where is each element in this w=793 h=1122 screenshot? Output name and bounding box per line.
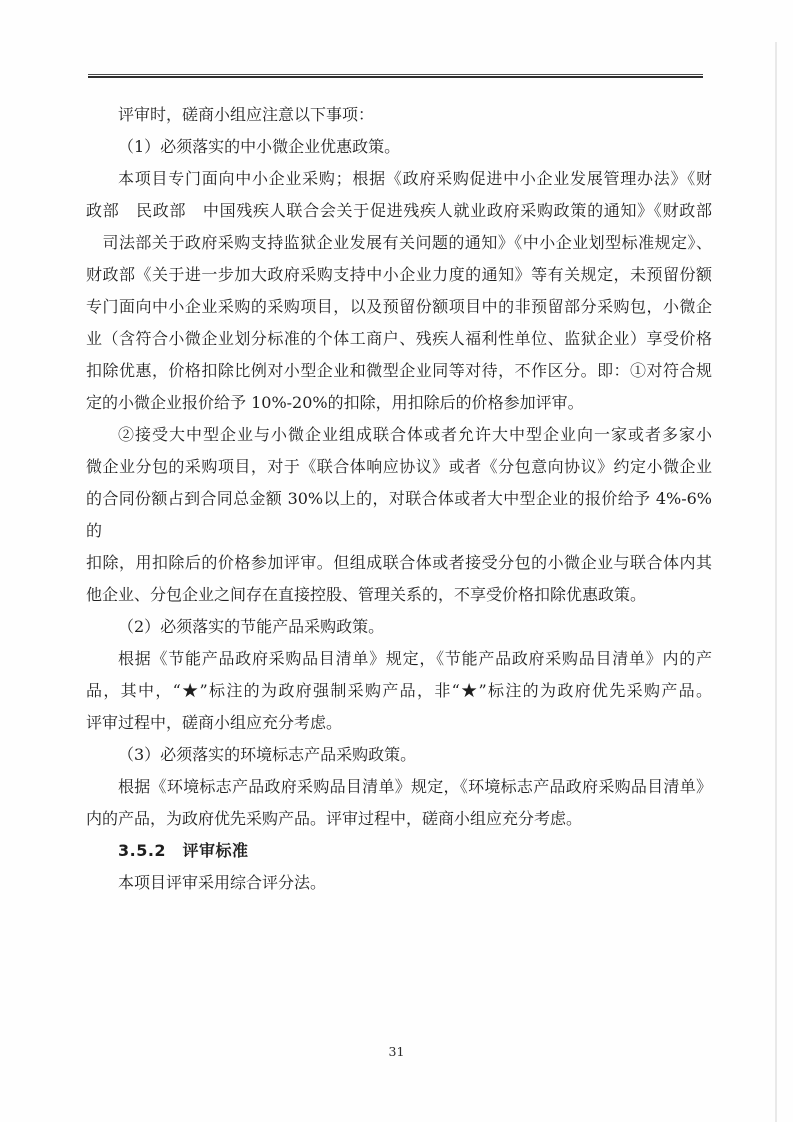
- document-line: 他企业、分包企业之间存在直接控股、管理关系的，不享受价格扣除优惠政策。: [86, 585, 647, 604]
- document-body: [86, 99, 712, 899]
- document-line: 评审时，磋商小组应注意以下事项：: [118, 105, 375, 124]
- document-line: 本项目专门面向中小企业采购；根据《政府采购促进中小企业发展管理办法》《财: [118, 169, 712, 188]
- header-rule-thin-line: [88, 74, 703, 75]
- document-line: 司法部关于政府采购支持监狱企业发展有关问题的通知》《中小企业划型标准规定》、: [86, 233, 712, 252]
- document-line: 品，其中，“★”标注的为政府强制采购产品，非“★”标注的为政府优先采购产品。: [86, 681, 712, 700]
- document-line: 的合同份额占到合同总金额 30%以上的，对联合体或者大中型企业的报价给予 4%-6%的: [86, 489, 712, 540]
- document-line: 定的小微企业报价给予 10%-20%的扣除，用扣除后的价格参加评审。: [86, 393, 584, 412]
- document-line: 业（含符合小微企业划分标准的个体工商户、残疾人福利性单位、监狱企业）享受价格: [86, 329, 712, 348]
- document-line: （3）必须落实的环境标志产品采购政策。: [118, 745, 417, 764]
- document-line: 3.5.2 评审标准: [118, 841, 249, 860]
- intro-paragraph: [86, 99, 712, 131]
- item-3-heading: [86, 739, 712, 771]
- item-1-heading: [86, 131, 712, 163]
- document-line: 根据《环境标志产品政府采购品目清单》规定，《环境标志产品政府采购品目清单》: [118, 777, 712, 796]
- document-line: 评审过程中，磋商小组应充分考虑。: [86, 713, 343, 732]
- document-line: 政部 民政部 中国残疾人联合会关于促进残疾人就业政府采购政策的通知》《财政部: [86, 201, 712, 220]
- scan-edge-artifact: [775, 42, 777, 1122]
- document-line: 专门面向中小企业采购的采购项目，以及预留份额项目中的非预留部分采购包，小微企: [86, 297, 712, 316]
- sme-preferential-policy-paragraph: [86, 163, 712, 419]
- header-rule-thick-line: [88, 76, 703, 78]
- page-number: 31: [388, 1044, 405, 1059]
- energy-saving-products-paragraph: [86, 643, 712, 739]
- document-line: 根据《节能产品政府采购品目清单》规定，《节能产品政府采购品目清单》内的产: [118, 649, 712, 668]
- document-line: 财政部《关于进一步加大政府采购支持中小企业力度的通知》等有关规定，未预留份额: [86, 265, 712, 284]
- document-line: 微企业分包的采购项目，对于《联合体响应协议》或者《分包意向协议》约定小微企业: [86, 457, 712, 476]
- evaluation-method-paragraph: [86, 867, 712, 899]
- environmental-label-products-paragraph: [86, 771, 712, 835]
- document-line: （2）必须落实的节能产品采购政策。: [118, 617, 385, 636]
- document-line: ②接受大中型企业与小微企业组成联合体或者允许大中型企业向一家或者多家小: [118, 425, 712, 444]
- consortium-subcontract-paragraph: [86, 419, 712, 611]
- header-rule: [88, 74, 703, 78]
- document-line: 本项目评审采用综合评分法。: [118, 873, 327, 892]
- item-2-heading: [86, 611, 712, 643]
- document-line: 扣除，用扣除后的价格参加评审。但组成联合体或者接受分包的小微企业与联合体内其: [86, 553, 712, 572]
- document-line: 扣除优惠，价格扣除比例对小型企业和微型企业同等对待，不作区分。即：①对符合规: [86, 361, 712, 380]
- document-line: 内的产品，为政府优先采购产品。评审过程中，磋商小组应充分考虑。: [86, 809, 583, 828]
- section-3-5-2-heading: [86, 835, 712, 867]
- document-line: （1）必须落实的中小微企业优惠政策。: [118, 137, 401, 156]
